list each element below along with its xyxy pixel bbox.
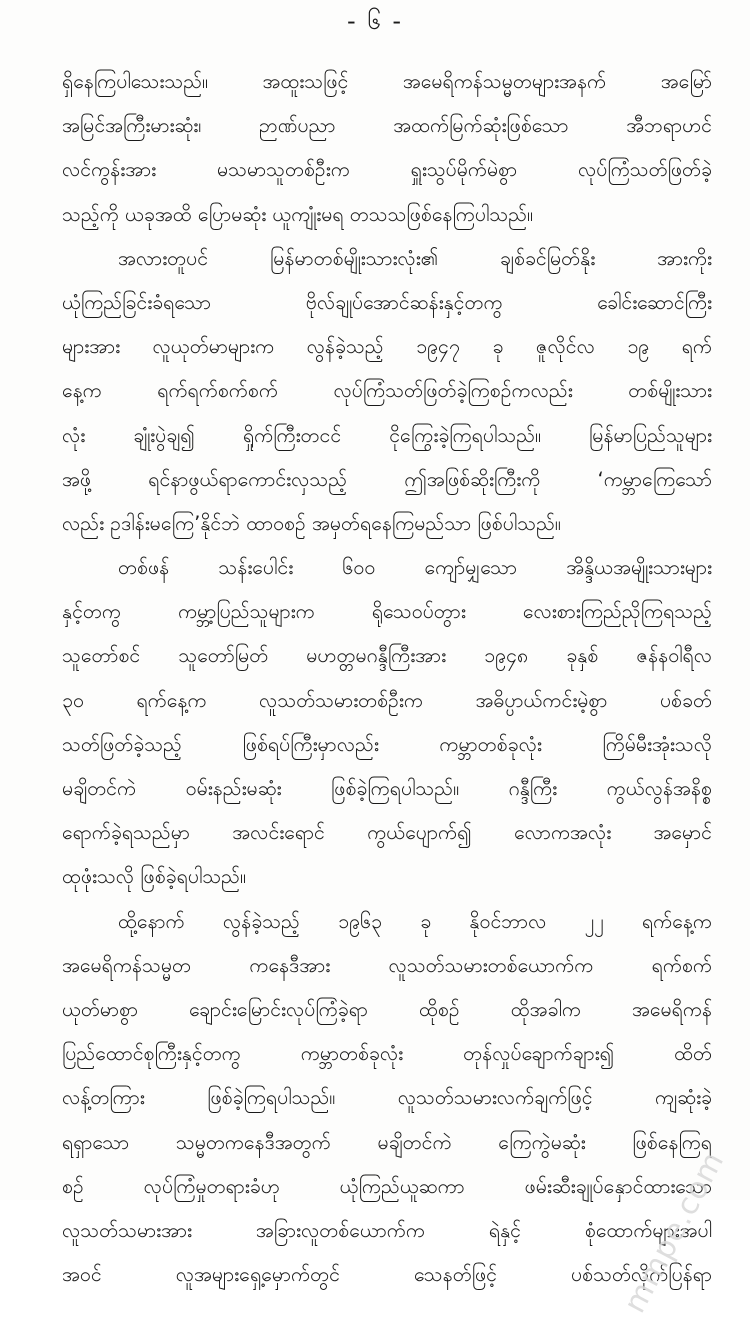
text-line: သည့်ကို ယခုအထိ ပြောမဆုံး ယူကျုံးမရ တသသဖြစ်နေကြပါသည်။ — [62, 202, 533, 226]
text-line: လင်ကွန်းအား မသမာသူတစ်ဦးက ရှူးသွပ်မိုက်မဲစွာ လုပ်ကြံသတ်ဖြတ်ခဲ့ — [62, 158, 712, 182]
watermark: mmpe.com — [617, 1145, 732, 1319]
text-line: အဖို့ ရင်နာဖွယ်ရာကောင်းလှသည့် ဤအဖြစ်ဆိုးကြီးကို ‘ကမ္ဘာကြေသော် — [62, 467, 712, 491]
text-line: လည်း ဥဒါန်းမကြေ’နိုင်ဘဲ ထာဝစဉ် အမှတ်ရနေကြမည်သာ ဖြစ်ပါသည်။ — [62, 511, 561, 535]
text-line: မချိတင်ကဲ ဝမ်းနည်းမဆုံး ဖြစ်ခဲ့ကြရပါသည်။ ဂန္ဒီကြီး ကွယ်လွန်အနိစ္စ — [62, 777, 712, 800]
text-line: လုံး ချုံးပွဲချ၍ ရှိုက်ကြီးတငင် ငိုကြွေးခဲ့ကြရပါသည်။ မြန်မာပြည်သူများ — [62, 423, 712, 447]
text-line: လန့်တကြား ဖြစ်ခဲ့ကြရပါသည်။ လူသတ်သမားလက်ချက်ဖြင့် ကျဆုံးခဲ့ — [62, 1086, 712, 1110]
body-text — [62, 60, 712, 1297]
text-line: ယုတ်မာစွာ ချောင်းမြောင်းလုပ်ကြံခဲ့ရာ ထိုစဉ် ထိုအခါက အမေရိကန် — [62, 997, 712, 1021]
text-line: အဝင် လူအများရှေ့မှောက်တွင် သေနတ်ဖြင့် ပစ်သတ်လိုက်ပြန်ရာ — [62, 1263, 712, 1287]
text-line: နှင့်တကွ ကမ္ဘာ့ပြည်သူများက ရိုသေဝပ်တွား လေးစားကြည်ညိုကြရသည့် — [62, 600, 712, 624]
text-line: ထုဖုံးသလို ဖြစ်ခဲ့ရပါသည်။ — [62, 865, 246, 889]
text-line: ပြည်ထောင်စုကြီးနှင့်တကွ ကမ္ဘာတစ်ခုလုံး တုန်လှုပ်ချောက်ချား၍ ထိတ် — [62, 1042, 712, 1066]
page-number: - ၆ - — [346, 7, 404, 35]
text-line: သူတော်စင် သူတော်မြတ် မဟတ္တမဂန္ဒီကြီးအား ၁၉၄၈ ခုနှစ် ဇန်နဝါရီလ — [62, 644, 712, 668]
text-line: လူသတ်သမားအား အခြားလူတစ်ယောက်က ရဲနှင့် စုံထောက်များအပါ — [62, 1218, 712, 1242]
text-line: ရှိနေကြပါသေးသည်။ အထူးသဖြင့် အမေရိကန်သမ္မတများအနက် အမြော် — [62, 70, 712, 93]
text-line: ၃၀ ရက်နေ့က လူသတ်သမားတစ်ဦးက အဓိပ္ပာယ်ကင်းမဲ့စွာ ပစ်ခတ် — [62, 688, 712, 712]
paragraph-start-line: တစ်ဖန် သန်းပေါင်း ၆၀၀ ကျော်မျှသော အိန္ဒိယအမျိုးသားများ — [118, 556, 712, 580]
paragraph-start-line: အလားတူပင် မြန်မာတစ်မျိုးသားလုံး၏ ချစ်ခင်မြတ်နိုး အားကိုး — [118, 246, 712, 270]
text-line: သတ်ဖြတ်ခဲ့သည့် ဖြစ်ရပ်ကြီးမှာလည်း ကမ္ဘာတစ်ခုလုံး ကြိမ်မီးအုံးသလို — [62, 732, 712, 756]
text-line: ရရှာသော သမ္မတကနေဒီအတွက် မချိတင်ကဲ ကြေကွဲမဆုံး ဖြစ်နေကြရ — [62, 1130, 712, 1154]
text-line: များအား လူယုတ်မာများက လွန်ခဲ့သည့် ၁၉၄၇ ခု ဇူလိုင်လ ၁၉ ရက် — [62, 335, 712, 359]
paragraph-start-line: ထို့နောက် လွန်ခဲ့သည့် ၁၉၆၃ ခု နိုဝင်ဘာလ ၂၂ ရက်နေ့က — [118, 909, 712, 933]
text-line: စဉ် လုပ်ကြံမှုတရားခံဟု ယုံကြည်ယူဆကာ ဖမ်းဆီးချုပ်နှောင်ထားသော — [62, 1174, 712, 1198]
text-line: နေ့က ရက်ရက်စက်စက် လုပ်ကြံသတ်ဖြတ်ခဲ့ကြစဉ်ကလည်း တစ်မျိုးသား — [62, 379, 712, 403]
text-line: ရောက်ခဲ့ရသည်မှာ အလင်းရောင် ကွယ်ပျောက်၍ လောကအလုံး အမှောင် — [62, 821, 712, 845]
text-line: အမြင်အကြီးမားဆုံး၊ ဉာဏ်ပညာ အထက်မြက်ဆုံးဖြစ်သော အီဘရာဟင် — [62, 114, 712, 138]
text-line: အမေရိကန်သမ္မတ ကနေဒီအား လူသတ်သမားတစ်ယောက်က ရက်စက် — [62, 953, 712, 977]
text-line: ယုံကြည်ခြင်းခံရသော ဗိုလ်ချုပ်အောင်ဆန်းနှင့်တကွ ခေါင်းဆောင်ကြီး — [62, 290, 712, 314]
